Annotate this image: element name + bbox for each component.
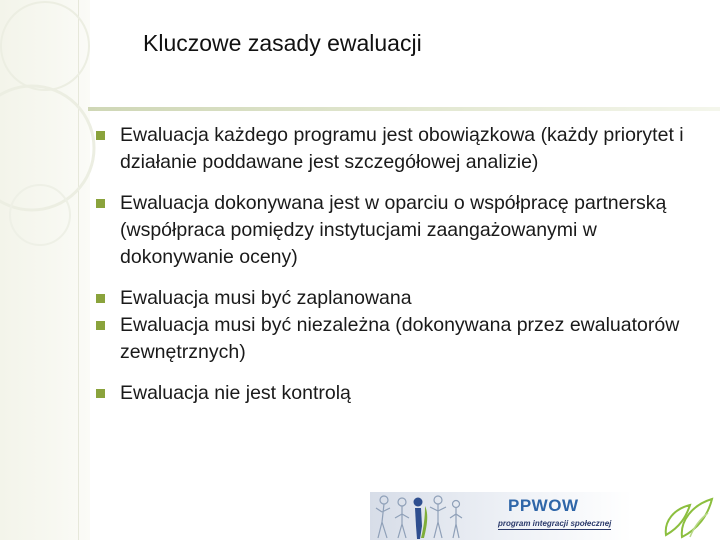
bullet-list: [94, 122, 710, 407]
bullet-square-icon: [96, 131, 105, 140]
bullet-item: [94, 190, 710, 271]
logo-subtitle: program integracji społecznej: [498, 519, 612, 528]
bullet-square-icon: [96, 294, 105, 303]
bullet-item: [94, 312, 710, 366]
bullet-text: Ewaluacja każdego programu jest obowiązkowa (każdy priorytet i działanie poddawane jest szczegółowej analizie): [120, 124, 684, 173]
bullet-item: [94, 122, 710, 176]
bullet-square-icon: [96, 321, 105, 330]
human-figures-logo-icon: [372, 492, 468, 540]
footer-logo: [498, 496, 612, 530]
logo-name: PPWOW: [508, 496, 579, 515]
bullet-text: Ewaluacja musi być zaplanowana: [120, 287, 412, 309]
bullet-text: Ewaluacja musi być niezależna (dokonywana przez ewaluatorów zewnętrznych): [120, 314, 680, 363]
bullet-item: [94, 380, 710, 407]
bullet-text: Ewaluacja dokonywana jest w oparciu o współpracę partnerską (współpraca pomiędzy instytucjami zaangażowanymi w dokonywanie oceny): [120, 192, 667, 268]
bullet-square-icon: [96, 389, 105, 398]
bullet-text: Ewaluacja nie jest kontrolą: [120, 382, 351, 404]
leaf-logo-icon: [660, 495, 718, 539]
bullet-item: [94, 285, 710, 312]
title-underline: [88, 107, 720, 111]
slide-title: Kluczowe zasady ewaluacji: [143, 30, 422, 56]
bullet-square-icon: [96, 199, 105, 208]
